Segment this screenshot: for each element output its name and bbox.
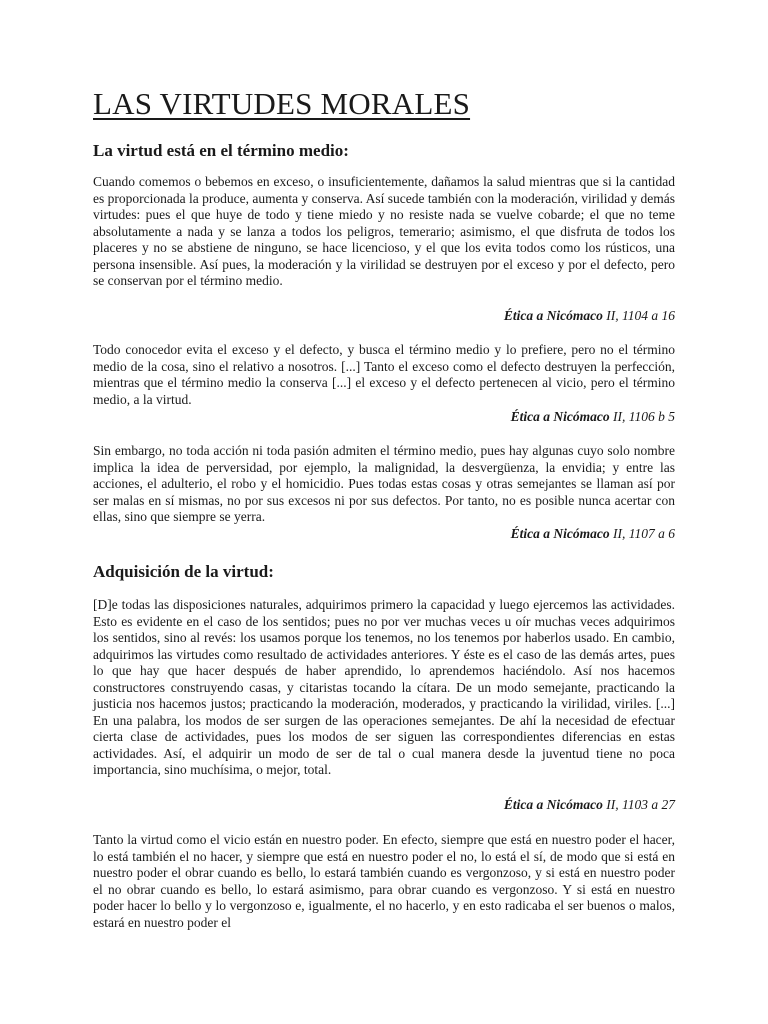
citation-reference: II, 1104 a 16 (606, 308, 675, 323)
citation-work: Ética a Nicómaco (503, 797, 603, 812)
citation-reference: II, 1107 a 6 (613, 526, 675, 541)
citation-work: Ética a Nicómaco (510, 526, 610, 541)
passage-paragraph: Cuando comemos o bebemos en exceso, o insuficientemente, dañamos la salud mientras que si la cantidad es proporcionada la produce, aumenta y conserva. Así sucede también con la moderación, virilidad y demás virtudes: pues el que huye de todo y tiene miedo y no resiste nada se vuelve cobarde; el que no teme absolutamente a nada y se lanza a todos los peligros, temerario; asimismo, el que disfruta de todos los placeres y no se abstiene de ninguno, se hace licencioso, y el que los evita todos como los rústicos, una persona insensible. Así pues, la moderación y la virilidad se destruyen por el exceso y por el defecto, pero se conservan por el término medio. (93, 174, 675, 288)
document-title: LAS VIRTUDES MORALES (93, 86, 471, 121)
passage-citation (93, 526, 675, 543)
section-heading-termino-medio: La virtud está en el término medio: (93, 141, 349, 160)
passage-citation (93, 409, 675, 426)
passage-paragraph: [D]e todas las disposiciones naturales, adquirimos primero la capacidad y luego ejercemos las actividades. Esto es evidente en el caso de los sentidos; pues no por ver muchas veces u oír muchas veces adquirimos los sentidos, sino al revés: los usamos porque los tenemos, no los tenemos por haberlos usado. En cambio, adquirimos las virtudes como resultado de actividades anteriores. Y éste es el caso de las demás artes, pues lo que hay que hacer después de haber aprendido, lo aprendemos haciéndolo. Así nos hacemos constructores construyendo casas, y citaristas tocando la cítara. De un modo semejante, practicando la justicia nos hacemos justos; practicando la moderación, moderados, y practicando la virilidad, viriles. [...] En una palabra, los modos de ser surgen de las operaciones semejantes. De ahí la necesidad de efectuar cierta clase de actividades, pues los modos de ser siguen las correspondientes diferencias en estas actividades. Así, el adquirir un modo de ser de tal o cual manera desde la juventud tiene no poca importancia, sino muchísima, o mejor, total. (93, 597, 675, 777)
section-heading-adquisicion: Adquisición de la virtud: (93, 562, 274, 581)
citation-reference: II, 1103 a 27 (606, 797, 675, 812)
passage-citation (93, 308, 675, 325)
passage-paragraph: Todo conocedor evita el exceso y el defecto, y busca el término medio y lo prefiere, pero no el término medio de la cosa, sino el relativo a nosotros. [...] Tanto el exceso como el defecto destruyen la perfección, mientras que el término medio la conserva [...] el exceso y el defecto pertenecen al vicio, pero el término medio, a la virtud. (93, 342, 675, 407)
citation-reference: II, 1106 b 5 (613, 409, 675, 424)
citation-work: Ética a Nicómaco (510, 409, 610, 424)
passage-citation (93, 797, 675, 814)
passage-paragraph: Tanto la virtud como el vicio están en nuestro poder. En efecto, siempre que está en nuestro poder el hacer, lo está también el no hacer, y siempre que está en nuestro poder el no, lo está el sí, de modo que si está en nuestro poder el obrar cuando es bello, lo estará también cuando es vergonzoso, y si está en nuestro poder el no obrar cuando es bello, lo estará asimismo, para obrar cuando es vergonzoso. Y si está en nuestro poder hacer lo bello y lo vergonzoso e, igualmente, el no hacerlo, y en esto radicaba el ser buenos o malos, estará en nuestro poder el (93, 832, 675, 930)
citation-work: Ética a Nicómaco (503, 308, 603, 323)
passage-paragraph: Sin embargo, no toda acción ni toda pasión admiten el término medio, pues hay algunas cuyo solo nombre implica la idea de perversidad, por ejemplo, la malignidad, la desvergüenza, la envidia; y entre las acciones, el adulterio, el robo y el homicidio. Pues todas estas cosas y otras semejantes se llaman así por ser malas en sí mismas, no por sus excesos ni por sus defectos. Por tanto, no es posible nunca acertar con ellas, sino que siempre se yerra. (93, 443, 675, 524)
